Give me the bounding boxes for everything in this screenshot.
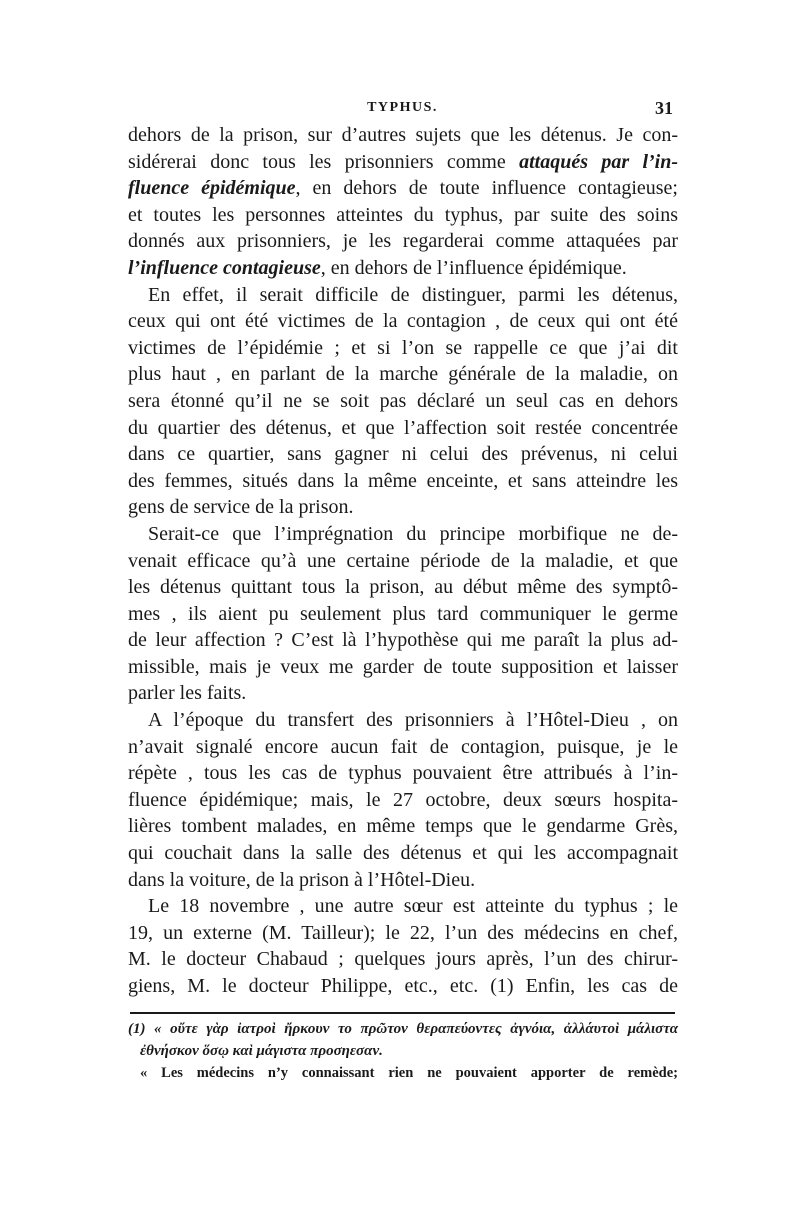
text-line [128,760,678,787]
text-line [128,946,678,973]
line-text: sidérerai donc tous les prisonniers comme [128,150,520,173]
line-text: A l’époque du transfert des prisonniers à l’Hôtel-Dieu , on [148,709,678,732]
line-text: qui couchait dans la salle des détenus et qui les accompagnait [128,842,678,865]
line-text: ceux qui ont été victimes de la contagion , de ceux qui ont été [128,310,678,333]
text-line [128,308,678,335]
text-line [128,601,678,628]
emphasized-text: attaqués par l’in- [519,150,678,173]
text-line [128,282,678,309]
line-text: de leur affection ? C’est là l’hypothèse qui me paraît la plus ad- [128,629,678,652]
text-line [128,654,678,681]
line-text: des femmes, situés dans la même enceinte, et sans atteindre les [128,469,678,492]
text-line [128,920,678,947]
footnote-rule [130,1012,675,1014]
text-line [128,574,678,601]
text-line [128,627,678,654]
running-title: TYPHUS. [367,100,438,115]
line-text: missible, mais je veux me garder de toute supposition et laisser [128,655,678,678]
text-line [128,840,678,867]
line-text: , en dehors de l’influence épidémique. [320,256,627,279]
text-line [128,521,678,548]
line-text: fluence épidémique; mais, le 27 octobre, deux sœurs hospita- [128,788,678,811]
text-line [128,415,678,442]
text-line [128,548,678,575]
line-text: donnés aux prisonniers, je les regarderai comme attaquées par [128,230,678,253]
emphasized-text: l’influence contagieuse [128,256,321,279]
text-line [128,361,678,388]
line-text: parler les faits. [128,682,247,705]
text-line [128,734,678,761]
text-line [128,255,678,282]
text-line [128,175,678,202]
line-text: 19, un externe (M. Tailleur); le 22, l’un des médecins en chef, [128,921,678,944]
line-text: giens, M. le docteur Philippe, etc., etc. (1) Enfin, les cas de [128,975,678,997]
text-line [128,468,678,495]
line-text: mes , ils aient pu seulement plus tard communiquer le germe [128,602,678,625]
running-head [130,100,675,124]
line-text: dans la voiture, de la prison à l’Hôtel-Dieu. [128,868,476,891]
line-text: dehors de la prison, sur d’autres sujets que les détenus. Je con- [128,124,678,146]
line-text: gens de service de la prison. [128,496,354,519]
line-text: En effet, il serait difficile de distinguer, parmi les détenus, [148,283,678,306]
footnote-line: « Les médecins n’y connaissant rien ne pouvaient apporter de remède; [140,1065,678,1081]
line-text: sera étonné qu’il ne se soit pas déclaré un seul cas en dehors [128,389,678,412]
text-line [128,388,678,415]
text-line [128,787,678,814]
line-text: Serait-ce que l’imprégnation du principe morbifique ne de- [148,522,678,545]
line-text: victimes de l’épidémie ; et si l’on se rappelle ce que j’ai dit [128,336,678,359]
text-line [128,149,678,176]
text-line [128,228,678,255]
text-line [128,122,678,149]
text-line [128,335,678,362]
line-text: , en dehors de toute influence contagieuse; [295,177,678,200]
line-text: n’avait signalé encore aucun fait de contagion, puisque, je le [128,735,678,758]
line-text: du quartier des détenus, et que l’affection soit restée concentrée [128,416,678,439]
body-text [128,122,678,1000]
line-text: les détenus quittant tous la prison, au début même des symptô- [128,576,678,599]
text-line [128,441,678,468]
footnote-line: (1) « οὔτε γὰρ ἰατροὶ ἤρκουν το πρῶτον θεραπεύοντες ἀγνόια, ἀλλάυτοὶ μάλιστα [128,1021,678,1037]
line-text: Le 18 novembre , une autre sœur est atteinte du typhus ; le [148,895,678,918]
text-line [128,813,678,840]
line-text: lières tombent malades, en même temps que le gendarme Grès, [128,815,678,838]
line-text: dans ce quartier, sans gagner ni celui des prévenus, ni celui [128,443,678,466]
text-line [128,202,678,229]
text-line [128,680,678,707]
line-text: plus haut , en parlant de la marche générale de la maladie, on [128,363,678,386]
page-number: 31 [655,98,673,118]
emphasized-text: fluence épidémique [128,177,296,200]
text-line [128,707,678,734]
line-text: répète , tous les cas de typhus pouvaient être attribués à l’in- [128,762,678,785]
line-text: venait efficace qu’à une certaine période de la maladie, et que [128,549,678,572]
line-text: M. le docteur Chabaud ; quelques jours après, l’un des chirur- [128,948,678,971]
footnotes [128,1018,678,1084]
text-line [128,893,678,920]
text-line [128,973,678,1000]
text-line [128,867,678,894]
footnote-line: ἐθνήσκον ὅσῳ καὶ μάγιστα προσηεσαν. [140,1043,383,1059]
text-line [128,494,678,521]
line-text: et toutes les personnes atteintes du typhus, par suite des soins [128,203,678,226]
